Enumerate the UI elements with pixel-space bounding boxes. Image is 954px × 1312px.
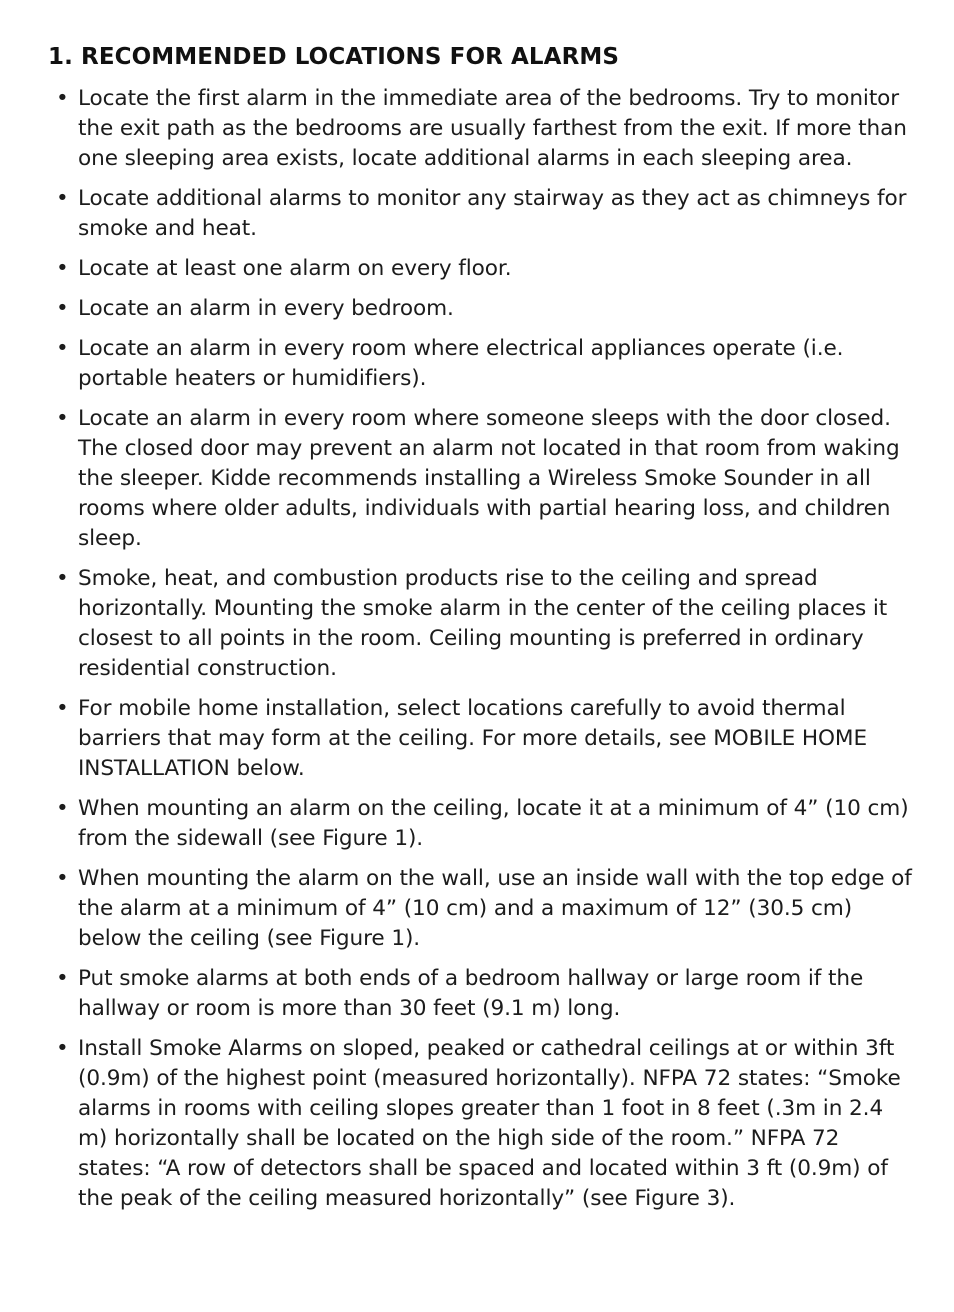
list-item-text: When mounting an alarm on the ceiling, locate it at a minimum of 4” (10 cm) from the sidewall (see Figure 1). bbox=[78, 796, 909, 851]
bullet-icon: • bbox=[56, 296, 69, 321]
list-item-text: Put smoke alarms at both ends of a bedroom hallway or large room if the hallway or room is more than 30 feet (9.1 m) long. bbox=[78, 966, 864, 1021]
section-title: 1. RECOMMENDED LOCATIONS FOR ALARMS bbox=[48, 44, 620, 70]
bullet-icon: • bbox=[56, 966, 69, 991]
list-item bbox=[56, 964, 914, 1024]
list-item-text: For mobile home installation, select locations carefully to avoid thermal barriers that may form at the ceiling. For more details, see MOBILE HOME INSTALLATION below. bbox=[78, 696, 867, 781]
list-item bbox=[56, 184, 914, 244]
list-item bbox=[56, 694, 914, 784]
list-item bbox=[56, 864, 914, 954]
bullet-icon: • bbox=[56, 86, 69, 111]
list-item-text: Locate an alarm in every bedroom. bbox=[78, 296, 454, 321]
list-item-text: Smoke, heat, and combustion products rise to the ceiling and spread horizontally. Mounting the smoke alarm in the center of the ceiling places it closest to all points in the room. Ceiling mounting is preferred in ordinary residential construction. bbox=[78, 566, 888, 681]
bullet-icon: • bbox=[56, 696, 69, 721]
bullet-icon: • bbox=[56, 406, 69, 431]
list-item bbox=[56, 1034, 914, 1214]
list-item bbox=[56, 84, 914, 174]
bullet-icon: • bbox=[56, 186, 69, 211]
list-item-text: Locate the first alarm in the immediate area of the bedrooms. Try to monitor the exit path as the bedrooms are usually farthest from the exit. If more than one sleeping area exists, locate additional alarms in each sleeping area. bbox=[78, 86, 907, 171]
list-item-text: Locate an alarm in every room where someone sleeps with the door closed. The closed door may prevent an alarm not located in that room from waking the sleeper. Kidde recommends installing a Wireless Smoke Sounder in all rooms where older adults, individuals with partial hearing loss, and children sleep. bbox=[78, 406, 900, 551]
list-item bbox=[56, 794, 914, 854]
list-item-text: Locate an alarm in every room where electrical appliances operate (i.e. portable heaters or humidifiers). bbox=[78, 336, 844, 391]
list-item bbox=[56, 564, 914, 684]
bullet-icon: • bbox=[56, 566, 69, 591]
bullet-icon: • bbox=[56, 336, 69, 361]
bullet-icon: • bbox=[56, 796, 69, 821]
bullet-icon: • bbox=[56, 1036, 69, 1061]
list-item-text: Install Smoke Alarms on sloped, peaked or cathedral ceilings at or within 3ft (0.9m) of the highest point (measured horizontally). NFPA 72 states: “Smoke alarms in rooms with ceiling slopes greater than 1 foot in 8 feet (.3m in 2.4 m) horizontally shall be located on the high side of the room.” NFPA 72 states: “A row of detectors shall be spaced and located within 3 ft (0.9m) of the peak of the ceiling measured horizontally” (see Figure 3). bbox=[78, 1036, 901, 1211]
list-item bbox=[56, 254, 914, 284]
bullet-icon: • bbox=[56, 866, 69, 891]
recommended-locations-list bbox=[56, 84, 914, 1224]
list-item-text: When mounting the alarm on the wall, use an inside wall with the top edge of the alarm at a minimum of 4” (10 cm) and a maximum of 12” (30.5 cm) below the ceiling (see Figure 1). bbox=[78, 866, 912, 951]
list-item-text: Locate additional alarms to monitor any stairway as they act as chimneys for smoke and heat. bbox=[78, 186, 907, 241]
bullet-icon: • bbox=[56, 256, 69, 281]
list-item bbox=[56, 334, 914, 394]
list-item bbox=[56, 294, 914, 324]
list-item bbox=[56, 404, 914, 554]
list-item-text: Locate at least one alarm on every floor. bbox=[78, 256, 512, 281]
